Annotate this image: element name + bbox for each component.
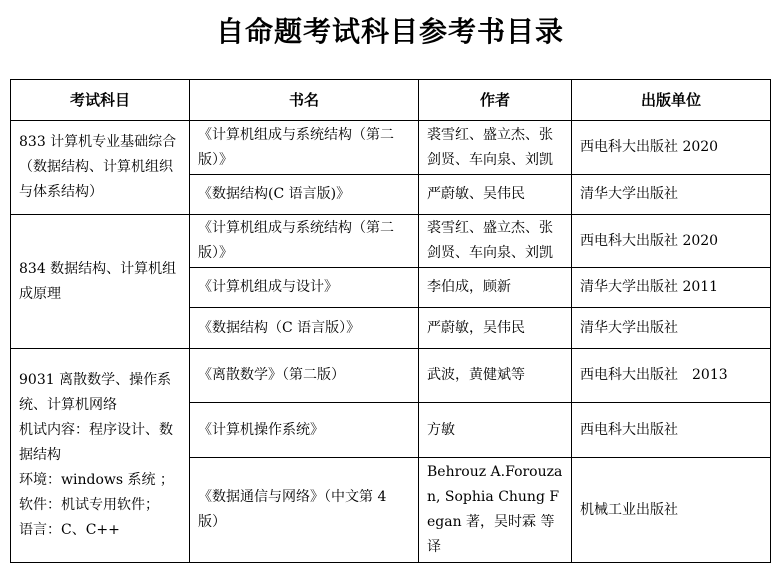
publisher-cell: 西电科大出版社 2013 [572,349,771,403]
header-book-name: 书名 [190,80,419,121]
author-cell: 李伯成，顾新 [419,268,572,308]
author-cell: 裘雪红、盛立杰、张剑贤、车向泉、刘凯 [419,215,572,268]
table-row [11,349,771,403]
header-publisher: 出版单位 [572,80,771,121]
book-name-cell: 《计算机组成与设计》 [190,268,419,308]
author-cell: 严蔚敏、吴伟民 [419,175,572,215]
subject-cell [11,349,190,563]
author-cell: 方敏 [419,403,572,458]
table-header-row [11,80,771,121]
publisher-cell: 西电科大出版社 2020 [572,215,771,268]
book-name-cell: 《计算机组成与系统结构（第二版）》 [190,121,419,175]
author-cell: 武波，黄健斌等 [419,349,572,403]
reference-book-table [10,79,771,563]
subject-line: 软件：机试专用软件； [19,497,159,513]
publisher-cell: 清华大学出版社 [572,308,771,349]
publisher-cell: 机械工业出版社 [572,458,771,563]
subject-line: 9031 离散数学、操作系统、计算机网络 [19,372,172,413]
table-row [11,215,771,268]
publisher-cell: 清华大学出版社 [572,175,771,215]
subject-cell: 833 计算机专业基础综合（数据结构、计算机组织与体系结构） [11,121,190,215]
subject-line: 环境：windows 系统 ； [19,472,174,488]
subject-line: 语言：C、C++ [19,522,120,538]
author-cell: 严蔚敏，吴伟民 [419,308,572,349]
publisher-cell: 西电科大出版社 2020 [572,121,771,175]
publisher-cell: 清华大学出版社 2011 [572,268,771,308]
book-name-cell: 《数据结构（C 语言版）》 [190,308,419,349]
book-name-cell: 《数据结构(C 语言版)》 [190,175,419,215]
book-name-cell: 《计算机组成与系统结构（第二版）》 [190,215,419,268]
table-row [11,121,771,175]
subject-cell: 834 数据结构、计算机组成原理 [11,215,190,349]
publisher-cell: 西电科大出版社 [572,403,771,458]
book-name-cell: 《数据通信与网络》（中文第 4 版） [190,458,419,563]
header-subject: 考试科目 [11,80,190,121]
author-cell: 裘雪红、盛立杰、张剑贤、车向泉、刘凯 [419,121,572,175]
book-name-cell: 《离散数学》（第二版） [190,349,419,403]
subject-line: 机试内容：程序设计、数据结构 [19,422,173,463]
book-name-cell: 《计算机操作系统》 [190,403,419,458]
document-title: 自命题考试科目参考书目录 [215,15,564,48]
author-cell: Behrouz A.Forouzan, Sophia Chung Fegan 著，吴时霖 等译 [419,458,572,563]
header-author: 作者 [419,80,572,121]
